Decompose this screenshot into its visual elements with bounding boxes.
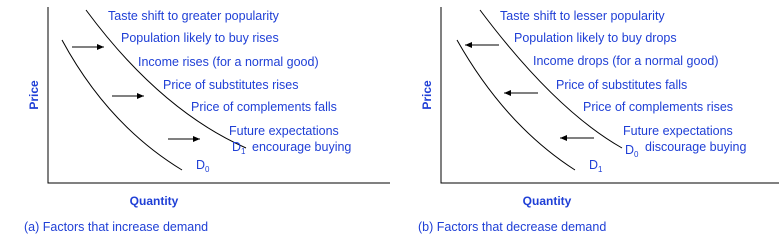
- panel-a-x-axis-label: Quantity: [129, 194, 179, 208]
- panel-a-factor-6: Future expectations: [229, 124, 339, 138]
- panel-a-label-d0: $D_0$: [196, 158, 210, 174]
- panel-a-factor-7: encourage buying: [252, 140, 352, 154]
- panel-b-factor-6: Future expectations: [623, 124, 733, 138]
- panel-b: [418, 7, 779, 234]
- panel-a-factor-1: Taste shift to greater popularity: [108, 9, 279, 23]
- panel-a-y-axis-label: Price: [27, 80, 41, 110]
- panel-b-label-d0: $D_0$: [625, 143, 639, 159]
- panel-a: [24, 7, 390, 234]
- panel-a-factor-4: Price of substitutes rises: [163, 78, 299, 92]
- panel-b-factor-5: Price of complements rises: [583, 100, 734, 114]
- panel-a-factor-3: Income rises (for a normal good): [138, 55, 319, 69]
- panel-b-factor-7: discourage buying: [645, 140, 747, 154]
- panel-b-x-axis-label: Quantity: [522, 194, 572, 208]
- panel-b-factor-3: Income drops (for a normal good): [533, 54, 719, 68]
- panel-b-factor-4: Price of substitutes falls: [556, 78, 688, 92]
- panel-b-factor-1: Taste shift to lesser popularity: [500, 9, 665, 23]
- panel-a-label-d1: $D_1$: [232, 140, 246, 156]
- panel-b-caption: (b) Factors that decrease demand: [418, 220, 607, 234]
- panel-b-label-d1: $D_1$: [589, 158, 603, 174]
- panel-a-factor-2: Population likely to buy rises: [121, 31, 279, 45]
- panel-a-caption: (a) Factors that increase demand: [24, 220, 209, 234]
- panel-b-factor-2: Population likely to buy drops: [514, 31, 677, 45]
- panel-b-y-axis-label: Price: [420, 80, 434, 110]
- panel-a-factor-5: Price of complements falls: [191, 100, 337, 114]
